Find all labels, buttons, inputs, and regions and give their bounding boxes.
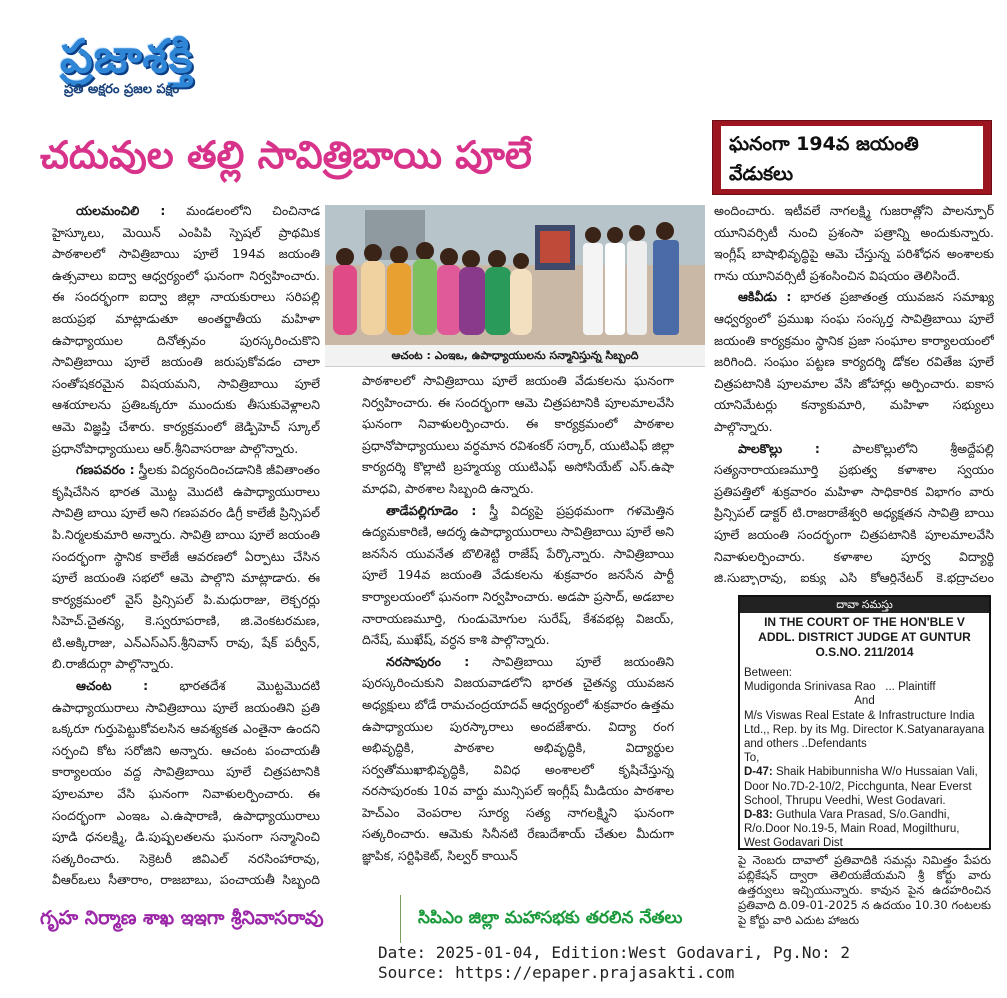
case-number: O.S.NO. 211/2014	[815, 645, 914, 659]
paragraph-text: అందించారు. ఇటీవలే నాగలక్ష్మి గుజరాత్లోని పాలన్పూర్ యూనివర్సిటీ నుంచి ప్రశంసా పత్రాన్ని అందుకున్నారు. ఇంగ్లీష్ బాషాభివృద్ధిపై ఆమె చేస్తున్న పరిశోధన అంశాలకు గాను యూనివర్సిటీ ప్రశంసించిన విషయం తెలిసిందే.	[714, 203, 994, 283]
masthead-tagline: ప్రతి అక్షరం ప్రజల పక్షం	[64, 82, 180, 97]
legal-notice-box	[738, 595, 991, 850]
legal-notice-heading: దావా సమస్తు	[740, 597, 989, 613]
plaintiff-line	[744, 680, 985, 694]
paragraph-text: భారతదేశ మొట్టమొదటి ఉపాధ్యాయురాలు సావిత్రిబాయి పూలే జయంతిని ప్రతి ఒక్కరూ గుర్తుపెట్టుకోవలసిన ఆవశ్యకత ఎంతైనా ఉందని సర్పంచి కోట సరోజిని అన్నారు. ఆచంట పంచాయతీ కార్యాలయం వద్ద సావిత్రిబాయి పూలే చిత్రపటానికి పూలమాల వేసి ఘనంగా నివాళులర్పించారు. ఈ సందర్భంగా ఎంఇఒ ఎ.ఉషారాణి, ఉపాధ్యాయురాలు పూడి ధనలక్ష్మి, డి.పుష్పలతలను ఘనంగా సన్మానించి సత్కరించారు. సెక్రెటరీ జివిఎల్ నరసింహారావు, వీఆర్ఒలు సీతారాం, రాజబాబు, పంచాయతీ సిబ్బంది	[52, 678, 320, 888]
defendant-83-text: Guthula Vara Prasad, S/o.Gandhi, R/o.Door No.19-5, Main Road, Mogilthuru, West Godavari Dist	[744, 809, 960, 850]
paragraph	[362, 370, 674, 500]
defendant-47-label: D-47:	[744, 766, 773, 779]
dateline-place: యలమంచిలి :	[76, 203, 166, 218]
legal-notice-text: పై నెంబరు దావాలో ప్రతివాదికి సమన్లు నిమిత్తం పేపరు పబ్లికేషన్ ద్వారా తెలియజేయమని శ్రీ కోర్టు వారు ఉత్తర్వులు ఇచ్చియున్నారు. కావున పైన ఉదహరించిన ప్రతివాది ది.09-01-2025 న ఉదయం 10.30 గంటలకు పై కోర్టు వారి ఎదుట హాజరు	[738, 853, 991, 927]
plaintiff-role: ... Plaintiff	[885, 681, 936, 694]
paragraph	[714, 438, 994, 585]
bottom-divider	[400, 895, 401, 950]
paragraph-text: స్త్రీ విద్యపై ప్రప్రథమంగా గళమెత్తిన ఉద్యమకారిణి, ఆదర్శ ఉపాధ్యాయురాలు సావిత్రిబాయి పూలే అని జనసేన యువనేత బొలిశెట్టి రాజేష్ పేర్కొన్నారు. సావిత్రిబాయి పూలే 194వ జయంతి వేడుకలను శుక్రవారం జనసేన పార్టీ కార్యాలయంలో ఘనంగా నిర్వహించారు. అడపా ప్రసాద్, అడబాల నారాయణమూర్తి, గుండుమోగుల సురేష్, కేశవభట్ల విజయ్, దినేష్, ముఖేష్, వర్ధన కాశి పాల్గొన్నారు.	[362, 502, 674, 648]
paragraph	[714, 200, 994, 286]
subheadline-text: ఘనంగా 194వ జయంతి వేడుకలు	[721, 126, 983, 189]
paragraph-text: మండలంలోని చించినాడ హైస్కూలు, మెయిన్ ఎంపిపి స్పెషల్ ప్రాథమిక పాఠశాలలో సావిత్రిబాయి పూలే 194వ జయంతి ఉత్సవాలు ఐద్వా ఆధ్వర్యంలో ఘనంగా నిర్వహించారు. ఈ సందర్భంగా ఐద్వా జిల్లా నాయకురాలు సరిపల్లి జయప్రభ మాట్లాడుతూ అంతర్జాతీయ మహిళా ఉపాధ్యాయుల దినోత్సవం పురస్కరించుకొని సావిత్రిబాయి పూలే జయంతి జరుపుకోవడం చాలా సంతోషకరమైన విషయమని, సావిత్రిబాయి పూలే ఆశయాలను ప్రతిఒక్కరూ ముందుకు తీసుకువెళ్లాలని ఆమె విజ్ఞప్తి చేశారు. కార్యక్రమంలో జెడ్పిహెచ్ స్కూల్ ప్రధానోపాధ్యాయులు ఆర్.శ్రీనివాసరాజు పాల్గొన్నారు.	[52, 203, 320, 456]
article-column-3	[714, 200, 994, 585]
court-name	[740, 613, 989, 662]
source-url-line: Source: https://epaper.prajasakti.com	[378, 963, 735, 982]
to-label: To,	[744, 752, 760, 765]
defendant-83	[744, 808, 985, 850]
defendant-47	[744, 765, 985, 808]
dateline-place: తాడేపల్లిగూడెం :	[386, 502, 477, 518]
article-photo	[325, 205, 705, 345]
dateline-place: నరసాపురం :	[386, 653, 470, 669]
legal-body	[740, 662, 989, 850]
court-line-2: ADDL. DISTRICT JUDGE AT GUNTUR	[758, 630, 971, 644]
paragraph-text: భారత ప్రజాతంత్ర యువజన సమాఖ్య ఆధ్వర్యంలో ప్రముఖ సంఘ సంస్కర్త సావిత్రిబాయి పూలే జయంతి కార్యక్రమం స్థానిక ప్రజా సంఘాల కార్యాలయంలో జరిగింది. సంఘం పట్టణ కార్యదర్శి డోకల రవితేజ పూలే చిత్రపటానికి పూలమాల వేసి జోహార్లు అర్పించారు. ఐకాస యానిమేటర్లు కన్యాకుమారి, మహిళా సభ్యులు పాల్గొన్నారు.	[714, 289, 994, 434]
subheadline-box	[712, 120, 992, 195]
photo-caption: ఆచంట : ఎంఇఒ, ఉపాధ్యాయులను సన్మానిస్తున్న సిబ్బంది	[325, 345, 705, 367]
bottom-left-headline: గృహ నిర్మాణ శాఖ ఇఇగా శ్రీనివాసరావు	[40, 907, 324, 929]
bottom-right-headline: సిపిఎం జిల్లా మహాసభకు తరలిన నేతలు	[418, 908, 683, 928]
dateline-place: ఆచంట :	[76, 678, 149, 694]
dateline-place: పాలకొల్లు :	[738, 440, 820, 456]
dateline-place: గణపవరం :	[76, 462, 135, 478]
paragraph-text: పాలకొల్లులోని శ్రీఅద్దేపల్లి సత్యనారాయణమూర్తి ప్రభుత్వ కళాశాల స్వయం ప్రతిపత్తిలో శుక్రవారం మహిళా సాధికారిక విభాగం వారు ప్రిన్సిపల్ డాక్టర్ టి.రాజరాజేశ్వరి అధ్యక్షతన సావిత్రి బాయి పూలే జయంతి సందర్భంగా చిత్రపటానికి పూలమాలవేసి నివాళులర్పించారు. కళాశాల పూర్వ విద్యార్థి జి.సుబ్బారావు, ఐక్యు ఎసి కోఆర్డినేటర్ కె.భద్రాచలం	[714, 440, 994, 585]
article-headline: చదువుల తల్లి సావిత్రిబాయి పూలే	[40, 133, 532, 177]
court-line-1: IN THE COURT OF THE HON'BLE V	[764, 615, 965, 629]
and-label: And	[854, 695, 875, 708]
group-photo-illustration	[325, 205, 705, 345]
article-column-2	[362, 370, 674, 890]
paragraph	[52, 675, 320, 890]
paragraph-text: పాఠశాలలో సావిత్రిబాయి పూలే జయంతి వేడుకలను ఘనంగా నిర్వహించారు. ఈ సందర్భంగా ఆమె చిత్రపటానికి పూలమాలవేసి ఘనంగా నివాళులర్పించారు. ఈ కార్యక్రమంలో పాఠశాల ప్రధానోపాధ్యాయులు వర్ధమాన రవిశంకర్ సర్కార్, యుటిఎఫ్ జిల్లా కార్యదర్శి కొల్లాటి బ్రహ్మయ్య యుటిఎఫ్ అసోసియేట్ ఎస్.ఉషా మాధవి, పాఠశాల సిబ్బంది ఉన్నారు.	[362, 373, 674, 496]
paragraph	[362, 651, 674, 867]
newspaper-masthead	[60, 30, 310, 110]
paragraph	[362, 500, 674, 651]
paragraph	[52, 459, 320, 675]
paragraph	[714, 286, 994, 437]
paragraph-text: సావిత్రిబాయి పూలే జయంతిని పురస్కరించుకుని విజయవాడలోని భారత చైతన్య యువజన అధ్యక్షులు బోడే రామచంద్రయాదవ్ ఆధ్వర్యంలో శుక్రవారం ఉత్తమ ఉపాధ్యాయుల పురస్కారాలు అందజేశారు. విద్యా రంగ అభివృద్ధికి, పాఠశాల అభివృద్ధికి, విద్యార్థుల సర్వతోముఖాభివృద్ధికి, వివిధ అంశాలలో కృషిచేస్తున్న నరసాపురంకు 10వ వార్డు మున్సిపల్ ఇంగ్లీష్ మీడియం పాఠశాల హెచ్ఎం వెంపరాల సూర్య సత్య నాగలక్ష్మిని ఘనంగా సత్కరించారు. ఆమెకు సినీనటి రేణుదేశాయ్ చేతుల మీదుగా జ్ఞాపిక, సర్టిఫికెట్, సిల్వర్ కాయిన్	[362, 653, 674, 864]
edition-date-line: Date: 2025-01-04, Edition:West Godavari, Pg.No: 2	[378, 943, 851, 962]
between-label: Between:	[744, 667, 792, 679]
dateline-place: ఆకివీడు :	[738, 289, 792, 305]
source-footer	[378, 943, 918, 993]
defendants-text: M/s Viswas Real Estate & Infrastructure India Ltd.,, Rep. by its Mg. Director K.Satyanarayana and others ..Defendants	[744, 709, 985, 751]
defendant-83-label: D-83:	[744, 809, 773, 822]
plaintiff-name: Mudigonda Srinivasa Rao	[744, 681, 876, 694]
paragraph-text: స్త్రీలకు విద్యనందించడానికి జీవితాంతం కృషిచేసిన భారత మొట్ట మొదటి ఉపాధ్యాయురాలు సావిత్రి బాయి పూలే అని గణపవరం డిగ్రీ కాలేజీ ప్రిన్సిపల్ పి.నిర్మలకుమారి అన్నారు. సావిత్రి బాయి పూలే జయంతి సందర్భంగా స్థానిక కాలేజీ ఆవరణలో ఏర్పాటు చేసిన పూలే జయంతి సభలో ఆమె పాల్గొని మాట్లాడారు. ఈ కార్యక్రమంలో వైస్ ప్రిన్సిపల్ పి.మధురాజు, లెక్చరర్లు సిహెచ్.చైతన్య, కె.స్వరూపరాణి, జి.వెంకటరమణ, టి.అక్కిరాజు, ఎన్ఎస్ఎస్.శ్రీనివాస్ రావు, షేక్ పర్వీన్, బి.రాజీదుర్గా పాల్గొన్నారు.	[52, 462, 320, 672]
defendant-47-text: Shaik Habibunnisha W/o Hussaian Vali, Door No.7D-2-10/2, Picchgunta, Near Everst School, Thrupu Veedhi, West Godavari.	[744, 766, 978, 807]
paragraph	[52, 200, 320, 459]
masthead-logo: ప్రజాశక్తి	[60, 29, 194, 83]
article-column-1	[52, 200, 320, 890]
